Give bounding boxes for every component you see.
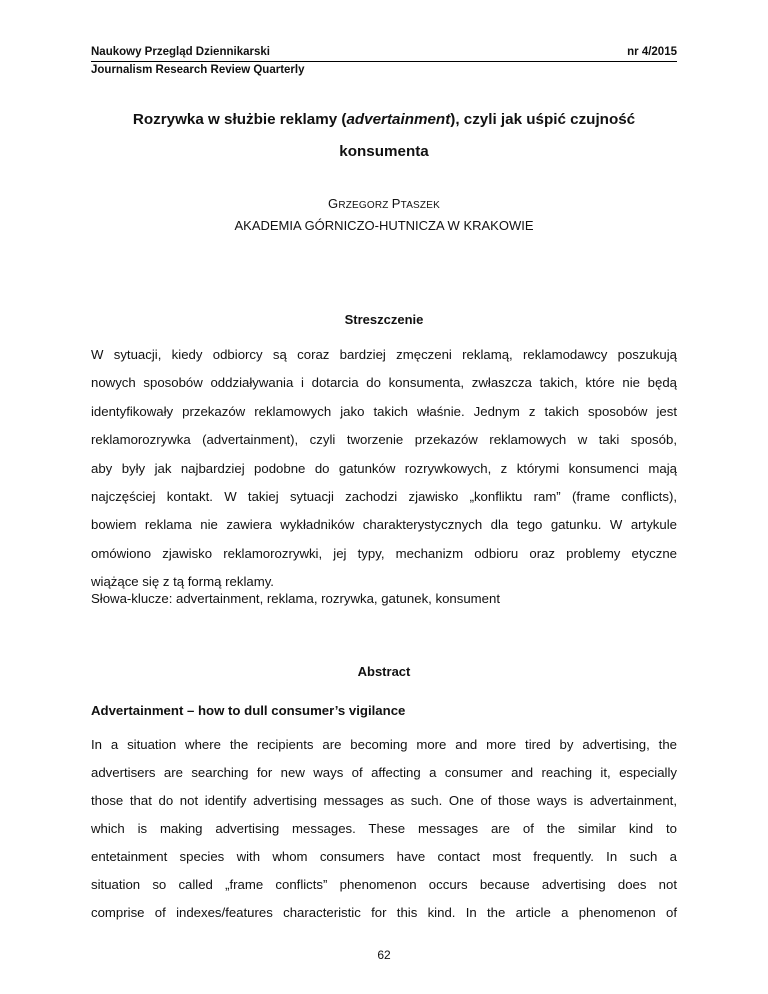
- title-line-2: konsumenta: [339, 143, 429, 160]
- journal-title-en: Journalism Research Review Quarterly: [91, 64, 305, 76]
- issue-number: nr 4/2015: [627, 46, 677, 58]
- paragraph-line: identyfikowały przekazów reklamowych jako takich właśnie. Jednym z takich sposobów jest: [91, 403, 677, 419]
- paragraph-line: nowych sposobów oddziaływania i dotarcia do konsumenta, zwłaszcza takich, które nie będą: [91, 375, 677, 391]
- page-number: 62: [377, 948, 391, 962]
- paragraph-line: najczęściej kontakt. W takiej sytuacji zachodzi zjawisko „konfliktu ram” (frame conflicts),: [91, 489, 677, 505]
- title-line-1: Rozrywka w służbie reklamy (advertainment), czyli jak uśpić czujność: [132, 111, 636, 128]
- paragraph-line: W sytuacji, kiedy odbiorcy są coraz bardziej zmęczeni reklamą, reklamodawcy poszukują: [91, 347, 677, 362]
- paragraph-line: In a situation where the recipients are becoming more and more tired by advertising, the: [91, 737, 677, 752]
- keywords: Słowa-klucze: advertainment, reklama, rozrywka, gatunek, konsument: [91, 591, 500, 606]
- abstract-heading: Abstract: [357, 664, 411, 679]
- running-header: [91, 44, 677, 79]
- paragraph-line: entetainment species with whom consumers have contact most frequently. In such a: [91, 849, 677, 864]
- paragraph-line: reklamorozrywka (advertainment), czyli tworzenie przekazów reklamowych w taki sposób,: [91, 432, 677, 448]
- title-emphasis: advertainment: [346, 111, 451, 128]
- paragraph-line: omówiono zjawisko reklamorozrywki, jej typy, mechanizm odbioru oraz problemy etyczne: [91, 545, 677, 561]
- journal-title-pl: Naukowy Przegląd Dziennikarski: [91, 46, 270, 58]
- article-title: [91, 104, 677, 168]
- paragraph-line: bowiem reklama nie zawiera wykładników charakterystycznych dla tego gatunku. W artykule: [91, 517, 677, 533]
- paragraph-line: situation so called „frame conflicts” phenomenon occurs because advertising does not: [91, 877, 677, 892]
- streszczenie-body: [91, 341, 677, 597]
- paragraph-line: comprise of indexes/features characteristic for this kind. In the article a phenomenon of: [91, 905, 677, 920]
- paragraph-line: which is making advertising messages. These messages are of the similar kind to: [91, 821, 677, 836]
- paragraph-line: aby były jak najbardziej podobne do gatunków rozrywkowych, z którymi konsumenci mają: [91, 460, 677, 476]
- author-name: GRZEGORZ PTASZEK: [328, 196, 440, 211]
- header-rule: [91, 61, 677, 62]
- author-affiliation: AKADEMIA GÓRNICZO-HUTNICZA W KRAKOWIE: [234, 218, 534, 233]
- abstract-title: Advertainment – how to dull consumer’s vigilance: [91, 703, 406, 718]
- streszczenie-heading: Streszczenie: [344, 312, 424, 327]
- paragraph-line: those that do not identify advertising messages as such. One of those ways is advertainment,: [91, 793, 677, 808]
- paragraph-line: wiążące się z tą formą reklamy.: [91, 574, 274, 590]
- abstract-body: [91, 731, 677, 927]
- paragraph-line: advertisers are searching for new ways of affecting a consumer and reaching it, especially: [91, 765, 677, 780]
